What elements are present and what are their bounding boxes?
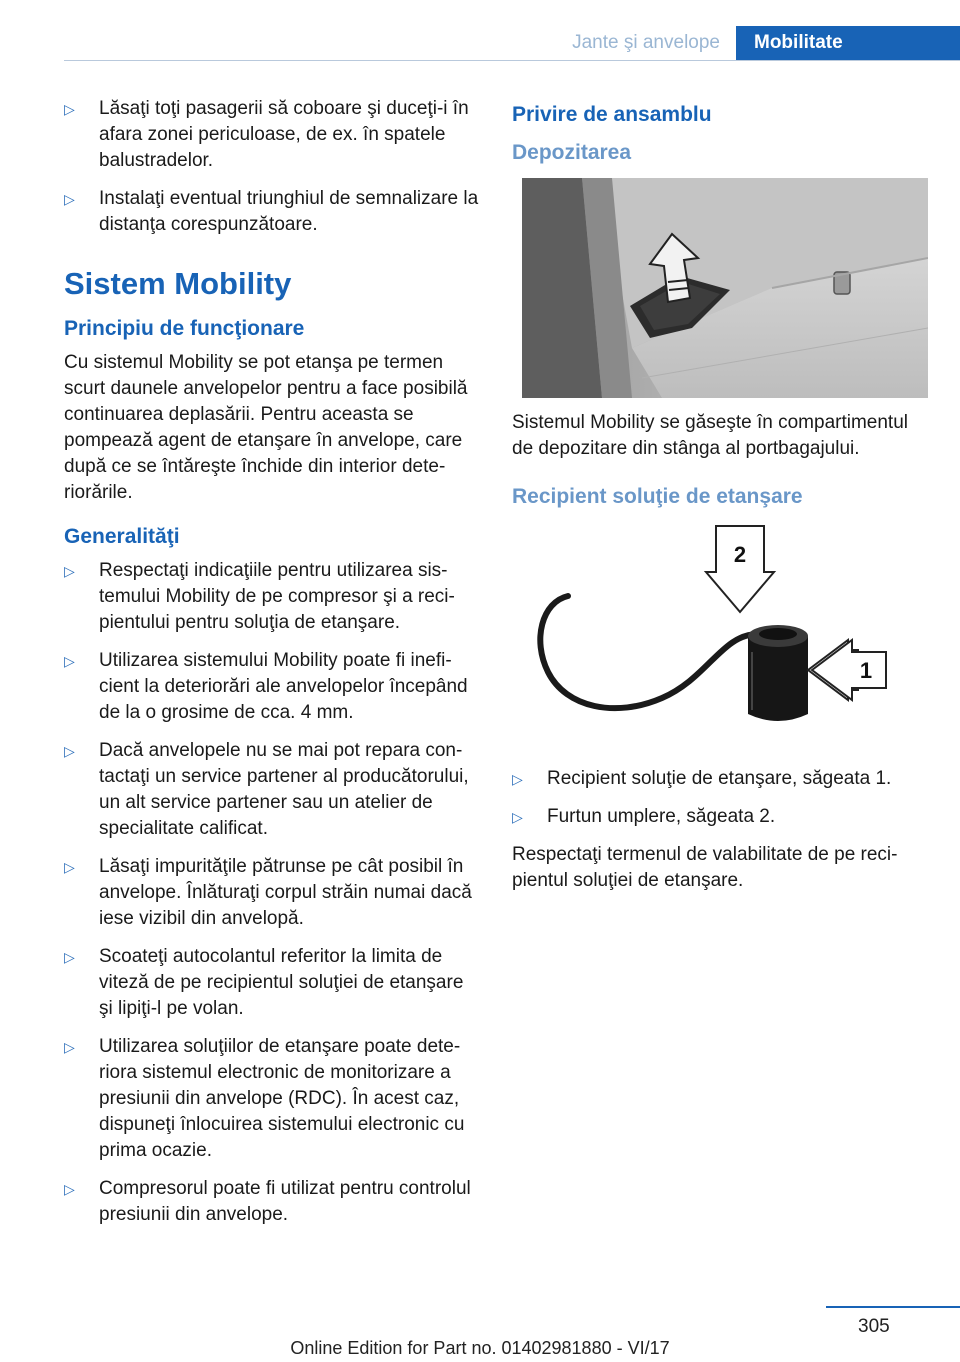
footer-divider — [826, 1306, 960, 1308]
list-item: ▷ Dacă anvelopele nu se mai pot repara contactaţi un service partener al producătorului, un alt service partener sau un atelier de specialitate calificat. — [64, 740, 469, 839]
general-bullet-list — [64, 558, 482, 1228]
sealant-container-illustration — [512, 522, 928, 748]
list-item: ▷ Recipient soluţie de etanşare, săgeata 1. — [512, 766, 928, 792]
list-item: ▷ Instalaţi eventual triunghiul de semnalizare la distanţa corespunzătoare. — [64, 188, 479, 235]
bullet-triangle-icon: ▷ — [64, 949, 75, 965]
storage-heading: Depozitarea — [512, 141, 632, 164]
list-item: ▷ Respectaţi indicaţiile pentru utilizarea sistemului Mobility de pe compresor şi a recipientului pentru soluţia de etanşare. — [64, 560, 455, 633]
trunk-storage-photo — [522, 178, 928, 398]
arrow-2-label: 2 — [733, 542, 747, 567]
right-column — [512, 96, 928, 910]
list-item: ▷ Furtun umplere, săgeata 2. — [512, 804, 928, 830]
list-item: ▷ Utilizarea soluţiilor de etanşare poate deteriora sistemul electronic de monitorizare a presiunii din anvelope (RDC). În acest caz, dispuneţi înlocuirea sistemului electronic cu prima ocazie. — [64, 1036, 465, 1161]
header-chapter-tab: Mobilitate — [736, 26, 960, 61]
general-heading: Generalităţi — [64, 525, 180, 548]
storage-paragraph: Sistemul Mobility se găseşte în compartimentul de depozitare din stânga al portbagajului. — [512, 412, 908, 459]
bullet-triangle-icon: ▷ — [64, 653, 75, 669]
arrow-1-label: 1 — [859, 658, 873, 683]
bullet-triangle-icon: ▷ — [64, 859, 75, 875]
sealant-heading: Recipient soluţie de etanşare — [512, 485, 803, 508]
sealant-bullet-list — [512, 766, 928, 830]
list-item: ▷ Utilizarea sistemului Mobility poate fi ineficient la deteriorări ale anvelopelor începând de la o grosime de cca. 4 mm. — [64, 650, 468, 723]
fill-hose — [540, 596, 774, 708]
section-title: Sistem Mobility — [64, 266, 292, 301]
bullet-triangle-icon: ▷ — [64, 101, 75, 117]
bullet-triangle-icon: ▷ — [64, 563, 75, 579]
arrow-2-icon — [706, 526, 774, 612]
bullet-triangle-icon: ▷ — [64, 1039, 75, 1055]
principle-paragraph: Cu sistemul Mobility se pot etanşa pe termen scurt daunele anvelopelor pentru a face posibilă continuarea deplasării. Pentru aceasta se pompează agent de etanşare în anvelope, care după ce se întăreşte închide din interior deteriorările. — [64, 352, 468, 503]
bullet-triangle-icon: ▷ — [64, 743, 75, 759]
bullet-triangle-icon: ▷ — [64, 191, 75, 207]
trunk-storage-illustration — [522, 178, 928, 398]
header-divider — [64, 60, 960, 61]
page-number: 305 — [858, 1316, 890, 1337]
bullet-triangle-icon: ▷ — [64, 1181, 75, 1197]
bullet-triangle-icon: ▷ — [512, 809, 523, 825]
list-item: ▷ Scoateţi autocolantul referitor la limita de viteză de pe recipientul soluţiei de etanşare şi lipiţi-l pe volan. — [64, 946, 464, 1019]
sealant-bottle — [748, 625, 808, 721]
header-section-tab: Jante şi anvelope — [572, 32, 720, 53]
bullet-triangle-icon: ▷ — [512, 771, 523, 787]
intro-bullet-list — [64, 96, 482, 238]
left-column — [64, 96, 482, 1242]
list-item: ▷ Lăsaţi impurităţile pătrunse pe cât posibil în anvelope. Înlăturaţi corpul străin numai dacă iese vizibil din anvelopă. — [64, 856, 472, 929]
edition-footer: Online Edition for Part no. 01402981880 - VI/17 — [290, 1338, 670, 1358]
arrow-1-icon — [808, 640, 886, 700]
principle-heading: Principiu de funcţionare — [64, 317, 305, 340]
overview-heading: Privire de ansamblu — [512, 103, 712, 126]
expiry-paragraph: Respectaţi termenul de valabilitate de pe recipientul soluţiei de etanşare. — [512, 844, 898, 891]
list-item: ▷ Compresorul poate fi utilizat pentru controlul presiunii din anvelope. — [64, 1178, 471, 1225]
list-item: ▷ Lăsaţi toţi pasagerii să coboare şi duceţi-i în afara zonei periculoase, de ex. în spatele balustradelor. — [64, 98, 469, 171]
